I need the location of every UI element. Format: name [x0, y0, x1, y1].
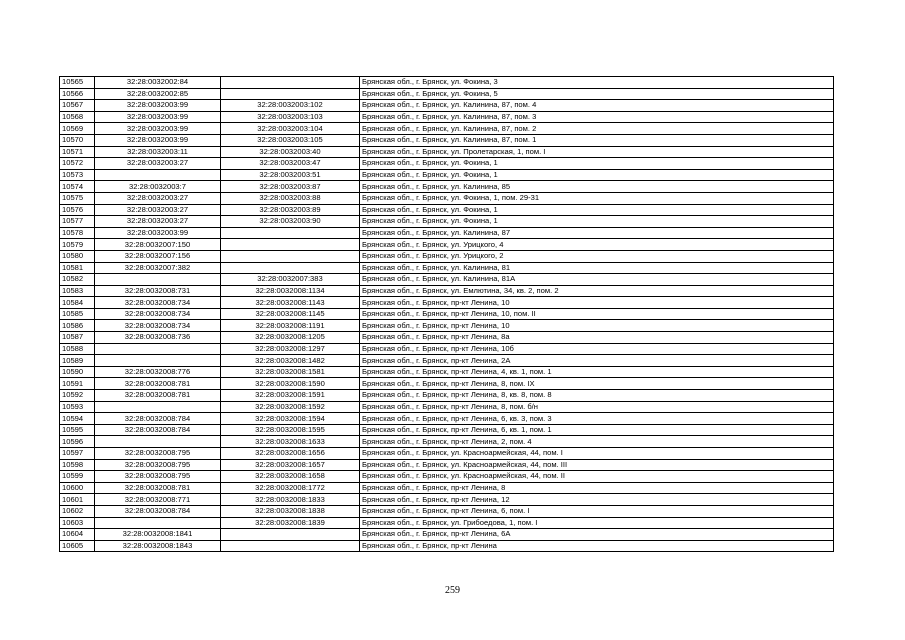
- table-row: [60, 158, 834, 170]
- address-cell: Брянская обл., г. Брянск, ул. Урицкого, 2: [360, 250, 834, 262]
- parcel-cadastral-cell: 32:28:0032008:734: [95, 320, 221, 332]
- address-cell: Брянская обл., г. Брянск, ул. Калинина, 87: [360, 227, 834, 239]
- address-cell: Брянская обл., г. Брянск, пр-кт Ленина, 10б: [360, 343, 834, 355]
- object-cadastral-cell: 32:28:0032003:104: [221, 123, 360, 135]
- table-row: [60, 297, 834, 309]
- address-cell: Брянская обл., г. Брянск, ул. Калинина, 87, пом. 2: [360, 123, 834, 135]
- address-cell: Брянская обл., г. Брянск, ул. Фокина, 1: [360, 158, 834, 170]
- object-cadastral-cell: 32:28:0032008:1297: [221, 343, 360, 355]
- address-cell: Брянская обл., г. Брянск, пр-кт Ленина, 8, кв. 8, пом. 8: [360, 390, 834, 402]
- row-number-cell: 10596: [60, 436, 95, 448]
- row-number-cell: 10601: [60, 494, 95, 506]
- parcel-cadastral-cell: 32:28:0032007:382: [95, 262, 221, 274]
- address-cell: Брянская обл., г. Брянск, пр-кт Ленина, 4, кв. 1, пом. 1: [360, 366, 834, 378]
- row-number-cell: 10579: [60, 239, 95, 251]
- object-cadastral-cell: [221, 227, 360, 239]
- parcel-cadastral-cell: 32:28:0032008:784: [95, 505, 221, 517]
- address-cell: Брянская обл., г. Брянск, ул. Красноармейская, 44, пом. III: [360, 459, 834, 471]
- row-number-cell: 10569: [60, 123, 95, 135]
- address-cell: Брянская обл., г. Брянск, ул. Фокина, 1, пом. 29-31: [360, 192, 834, 204]
- parcel-cadastral-cell: 32:28:0032008:734: [95, 308, 221, 320]
- address-cell: Брянская обл., г. Брянск, пр-кт Ленина: [360, 540, 834, 552]
- parcel-cadastral-cell: [95, 343, 221, 355]
- table-row: [60, 169, 834, 181]
- row-number-cell: 10578: [60, 227, 95, 239]
- table-row: [60, 482, 834, 494]
- parcel-cadastral-cell: 32:28:0032003:99: [95, 227, 221, 239]
- page-number: 259: [445, 585, 460, 596]
- row-number-cell: 10577: [60, 216, 95, 228]
- address-cell: Брянская обл., г. Брянск, пр-кт Ленина, 10, пом. II: [360, 308, 834, 320]
- object-cadastral-cell: 32:28:0032008:1482: [221, 355, 360, 367]
- row-number-cell: 10602: [60, 505, 95, 517]
- address-cell: Брянская обл., г. Брянск, ул. Калинина, 81А: [360, 274, 834, 286]
- table-row: [60, 308, 834, 320]
- object-cadastral-cell: 32:28:0032003:40: [221, 146, 360, 158]
- address-cell: Брянская обл., г. Брянск, ул. Фокина, 1: [360, 204, 834, 216]
- address-cell: Брянская обл., г. Брянск, ул. Калинина, 85: [360, 181, 834, 193]
- table-row: [60, 517, 834, 529]
- object-cadastral-cell: 32:28:0032003:51: [221, 169, 360, 181]
- row-number-cell: 10568: [60, 111, 95, 123]
- address-cell: Брянская обл., г. Брянск, ул. Фокина, 3: [360, 77, 834, 89]
- address-cell: Брянская обл., г. Брянск, ул. Красноармейская, 44, пом. II: [360, 471, 834, 483]
- address-cell: Брянская обл., г. Брянск, ул. Красноармейская, 44, пом. I: [360, 448, 834, 460]
- parcel-cadastral-cell: [95, 436, 221, 448]
- object-cadastral-cell: 32:28:0032008:1145: [221, 308, 360, 320]
- object-cadastral-cell: 32:28:0032003:47: [221, 158, 360, 170]
- address-cell: Брянская обл., г. Брянск, ул. Калинина, 81: [360, 262, 834, 274]
- parcel-cadastral-cell: 32:28:0032002:85: [95, 88, 221, 100]
- parcel-cadastral-cell: 32:28:0032008:734: [95, 297, 221, 309]
- address-cell: Брянская обл., г. Брянск, пр-кт Ленина, 2, пом. 4: [360, 436, 834, 448]
- parcel-cadastral-cell: 32:28:0032008:736: [95, 332, 221, 344]
- parcel-cadastral-cell: 32:28:0032008:781: [95, 378, 221, 390]
- parcel-cadastral-cell: 32:28:0032003:27: [95, 192, 221, 204]
- table-row: [60, 88, 834, 100]
- object-cadastral-cell: 32:28:0032003:87: [221, 181, 360, 193]
- row-number-cell: 10581: [60, 262, 95, 274]
- address-cell: Брянская обл., г. Брянск, ул. Калинина, 87, пом. 1: [360, 134, 834, 146]
- row-number-cell: 10604: [60, 529, 95, 541]
- address-cell: Брянская обл., г. Брянск, пр-кт Ленина, 6, кв. 1, пом. 1: [360, 424, 834, 436]
- address-cell: Брянская обл., г. Брянск, ул. Фокина, 5: [360, 88, 834, 100]
- parcel-cadastral-cell: 32:28:0032008:781: [95, 482, 221, 494]
- table-row: [60, 320, 834, 332]
- row-number-cell: 10584: [60, 297, 95, 309]
- parcel-cadastral-cell: [95, 401, 221, 413]
- address-cell: Брянская обл., г. Брянск, ул. Грибоедова, 1, пом. I: [360, 517, 834, 529]
- row-number-cell: 10591: [60, 378, 95, 390]
- parcel-cadastral-cell: 32:28:0032003:11: [95, 146, 221, 158]
- row-number-cell: 10570: [60, 134, 95, 146]
- parcel-cadastral-cell: [95, 274, 221, 286]
- parcel-cadastral-cell: 32:28:0032003:27: [95, 158, 221, 170]
- row-number-cell: 10598: [60, 459, 95, 471]
- parcel-cadastral-cell: 32:28:0032008:771: [95, 494, 221, 506]
- object-cadastral-cell: 32:28:0032008:1657: [221, 459, 360, 471]
- address-cell: Брянская обл., г. Брянск, пр-кт Ленина, 10: [360, 320, 834, 332]
- parcel-cadastral-cell: [95, 169, 221, 181]
- table-row: [60, 262, 834, 274]
- row-number-cell: 10585: [60, 308, 95, 320]
- object-cadastral-cell: 32:28:0032008:1839: [221, 517, 360, 529]
- parcel-cadastral-cell: 32:28:0032008:795: [95, 459, 221, 471]
- parcel-cadastral-cell: 32:28:0032008:784: [95, 413, 221, 425]
- address-cell: Брянская обл., г. Брянск, ул. Фокина, 1: [360, 169, 834, 181]
- object-cadastral-cell: 32:28:0032003:103: [221, 111, 360, 123]
- table-row: [60, 378, 834, 390]
- parcel-cadastral-cell: 32:28:0032008:1843: [95, 540, 221, 552]
- row-number-cell: 10586: [60, 320, 95, 332]
- address-cell: Брянская обл., г. Брянск, пр-кт Ленина, 8: [360, 482, 834, 494]
- table-row: [60, 529, 834, 541]
- table-row: [60, 216, 834, 228]
- address-cell: Брянская обл., г. Брянск, пр-кт Ленина, 8, пом. б/н: [360, 401, 834, 413]
- row-number-cell: 10583: [60, 285, 95, 297]
- table-row: [60, 192, 834, 204]
- row-number-cell: 10595: [60, 424, 95, 436]
- table-row: [60, 239, 834, 251]
- table-row: [60, 111, 834, 123]
- object-cadastral-cell: 32:28:0032003:105: [221, 134, 360, 146]
- address-cell: Брянская обл., г. Брянск, пр-кт Ленина, 8а: [360, 332, 834, 344]
- table-row: [60, 401, 834, 413]
- address-cell: Брянская обл., г. Брянск, пр-кт Ленина, 6А: [360, 529, 834, 541]
- row-number-cell: 10574: [60, 181, 95, 193]
- table-row: [60, 100, 834, 112]
- address-cell: Брянская обл., г. Брянск, пр-кт Ленина, 6, пом. I: [360, 505, 834, 517]
- address-cell: Брянская обл., г. Брянск, пр-кт Ленина, 6, кв. 3, пом. 3: [360, 413, 834, 425]
- address-cell: Брянская обл., г. Брянск, ул. Урицкого, 4: [360, 239, 834, 251]
- table-row: [60, 77, 834, 89]
- object-cadastral-cell: 32:28:0032008:1591: [221, 390, 360, 402]
- row-number-cell: 10593: [60, 401, 95, 413]
- object-cadastral-cell: [221, 262, 360, 274]
- table-row: [60, 366, 834, 378]
- row-number-cell: 10576: [60, 204, 95, 216]
- object-cadastral-cell: 32:28:0032008:1581: [221, 366, 360, 378]
- table-row: [60, 540, 834, 552]
- property-registry-table: [59, 76, 834, 552]
- table-row: [60, 227, 834, 239]
- object-cadastral-cell: 32:28:0032008:1772: [221, 482, 360, 494]
- parcel-cadastral-cell: 32:28:0032002:84: [95, 77, 221, 89]
- parcel-cadastral-cell: 32:28:0032003:7: [95, 181, 221, 193]
- table-row: [60, 250, 834, 262]
- row-number-cell: 10592: [60, 390, 95, 402]
- parcel-cadastral-cell: [95, 355, 221, 367]
- parcel-cadastral-cell: 32:28:0032003:99: [95, 100, 221, 112]
- row-number-cell: 10594: [60, 413, 95, 425]
- parcel-cadastral-cell: 32:28:0032008:795: [95, 448, 221, 460]
- object-cadastral-cell: 32:28:0032008:1205: [221, 332, 360, 344]
- object-cadastral-cell: 32:28:0032008:1143: [221, 297, 360, 309]
- object-cadastral-cell: 32:28:0032008:1658: [221, 471, 360, 483]
- table-row: [60, 343, 834, 355]
- row-number-cell: 10587: [60, 332, 95, 344]
- table-row: [60, 436, 834, 448]
- row-number-cell: 10582: [60, 274, 95, 286]
- object-cadastral-cell: 32:28:0032003:89: [221, 204, 360, 216]
- row-number-cell: 10599: [60, 471, 95, 483]
- table-row: [60, 285, 834, 297]
- object-cadastral-cell: 32:28:0032008:1656: [221, 448, 360, 460]
- parcel-cadastral-cell: 32:28:0032008:1841: [95, 529, 221, 541]
- object-cadastral-cell: 32:28:0032008:1592: [221, 401, 360, 413]
- table-row: [60, 471, 834, 483]
- address-cell: Брянская обл., г. Брянск, пр-кт Ленина, 10: [360, 297, 834, 309]
- table-row: [60, 390, 834, 402]
- row-number-cell: 10567: [60, 100, 95, 112]
- table-row: [60, 146, 834, 158]
- parcel-cadastral-cell: 32:28:0032007:150: [95, 239, 221, 251]
- parcel-cadastral-cell: 32:28:0032008:731: [95, 285, 221, 297]
- address-cell: Брянская обл., г. Брянск, ул. Калинина, 87, пом. 3: [360, 111, 834, 123]
- object-cadastral-cell: 32:28:0032003:102: [221, 100, 360, 112]
- row-number-cell: 10571: [60, 146, 95, 158]
- object-cadastral-cell: 32:28:0032008:1838: [221, 505, 360, 517]
- table-row: [60, 204, 834, 216]
- table-row: [60, 448, 834, 460]
- object-cadastral-cell: 32:28:0032008:1595: [221, 424, 360, 436]
- object-cadastral-cell: [221, 540, 360, 552]
- table-row: [60, 424, 834, 436]
- parcel-cadastral-cell: 32:28:0032007:156: [95, 250, 221, 262]
- object-cadastral-cell: 32:28:0032008:1191: [221, 320, 360, 332]
- row-number-cell: 10566: [60, 88, 95, 100]
- parcel-cadastral-cell: 32:28:0032003:99: [95, 123, 221, 135]
- address-cell: Брянская обл., г. Брянск, пр-кт Ленина, 2А: [360, 355, 834, 367]
- row-number-cell: 10589: [60, 355, 95, 367]
- object-cadastral-cell: [221, 529, 360, 541]
- table-row: [60, 413, 834, 425]
- parcel-cadastral-cell: 32:28:0032003:99: [95, 111, 221, 123]
- parcel-cadastral-cell: 32:28:0032003:27: [95, 204, 221, 216]
- table-row: [60, 355, 834, 367]
- registry-table-body: [60, 77, 834, 552]
- object-cadastral-cell: [221, 239, 360, 251]
- row-number-cell: 10605: [60, 540, 95, 552]
- parcel-cadastral-cell: 32:28:0032008:776: [95, 366, 221, 378]
- row-number-cell: 10572: [60, 158, 95, 170]
- table-row: [60, 134, 834, 146]
- address-cell: Брянская обл., г. Брянск, пр-кт Ленина, 8, пом. IX: [360, 378, 834, 390]
- parcel-cadastral-cell: 32:28:0032003:99: [95, 134, 221, 146]
- object-cadastral-cell: 32:28:0032008:1633: [221, 436, 360, 448]
- address-cell: Брянская обл., г. Брянск, ул. Калинина, 87, пом. 4: [360, 100, 834, 112]
- row-number-cell: 10565: [60, 77, 95, 89]
- object-cadastral-cell: 32:28:0032003:90: [221, 216, 360, 228]
- address-cell: Брянская обл., г. Брянск, ул. Емлютина, 34, кв. 2, пом. 2: [360, 285, 834, 297]
- object-cadastral-cell: 32:28:0032007:383: [221, 274, 360, 286]
- parcel-cadastral-cell: 32:28:0032003:27: [95, 216, 221, 228]
- parcel-cadastral-cell: 32:28:0032008:781: [95, 390, 221, 402]
- object-cadastral-cell: 32:28:0032008:1594: [221, 413, 360, 425]
- address-cell: Брянская обл., г. Брянск, пр-кт Ленина, 12: [360, 494, 834, 506]
- object-cadastral-cell: [221, 88, 360, 100]
- parcel-cadastral-cell: 32:28:0032008:784: [95, 424, 221, 436]
- table-row: [60, 494, 834, 506]
- row-number-cell: 10603: [60, 517, 95, 529]
- object-cadastral-cell: 32:28:0032008:1590: [221, 378, 360, 390]
- table-row: [60, 181, 834, 193]
- row-number-cell: 10580: [60, 250, 95, 262]
- object-cadastral-cell: [221, 250, 360, 262]
- table-row: [60, 274, 834, 286]
- row-number-cell: 10575: [60, 192, 95, 204]
- object-cadastral-cell: 32:28:0032003:88: [221, 192, 360, 204]
- row-number-cell: 10597: [60, 448, 95, 460]
- row-number-cell: 10588: [60, 343, 95, 355]
- row-number-cell: 10590: [60, 366, 95, 378]
- address-cell: Брянская обл., г. Брянск, ул. Пролетарская, 1, пом. I: [360, 146, 834, 158]
- table-row: [60, 505, 834, 517]
- object-cadastral-cell: [221, 77, 360, 89]
- address-cell: Брянская обл., г. Брянск, ул. Фокина, 1: [360, 216, 834, 228]
- parcel-cadastral-cell: 32:28:0032008:795: [95, 471, 221, 483]
- table-row: [60, 123, 834, 135]
- object-cadastral-cell: 32:28:0032008:1134: [221, 285, 360, 297]
- parcel-cadastral-cell: [95, 517, 221, 529]
- row-number-cell: 10573: [60, 169, 95, 181]
- row-number-cell: 10600: [60, 482, 95, 494]
- table-row: [60, 332, 834, 344]
- object-cadastral-cell: 32:28:0032008:1833: [221, 494, 360, 506]
- table-row: [60, 459, 834, 471]
